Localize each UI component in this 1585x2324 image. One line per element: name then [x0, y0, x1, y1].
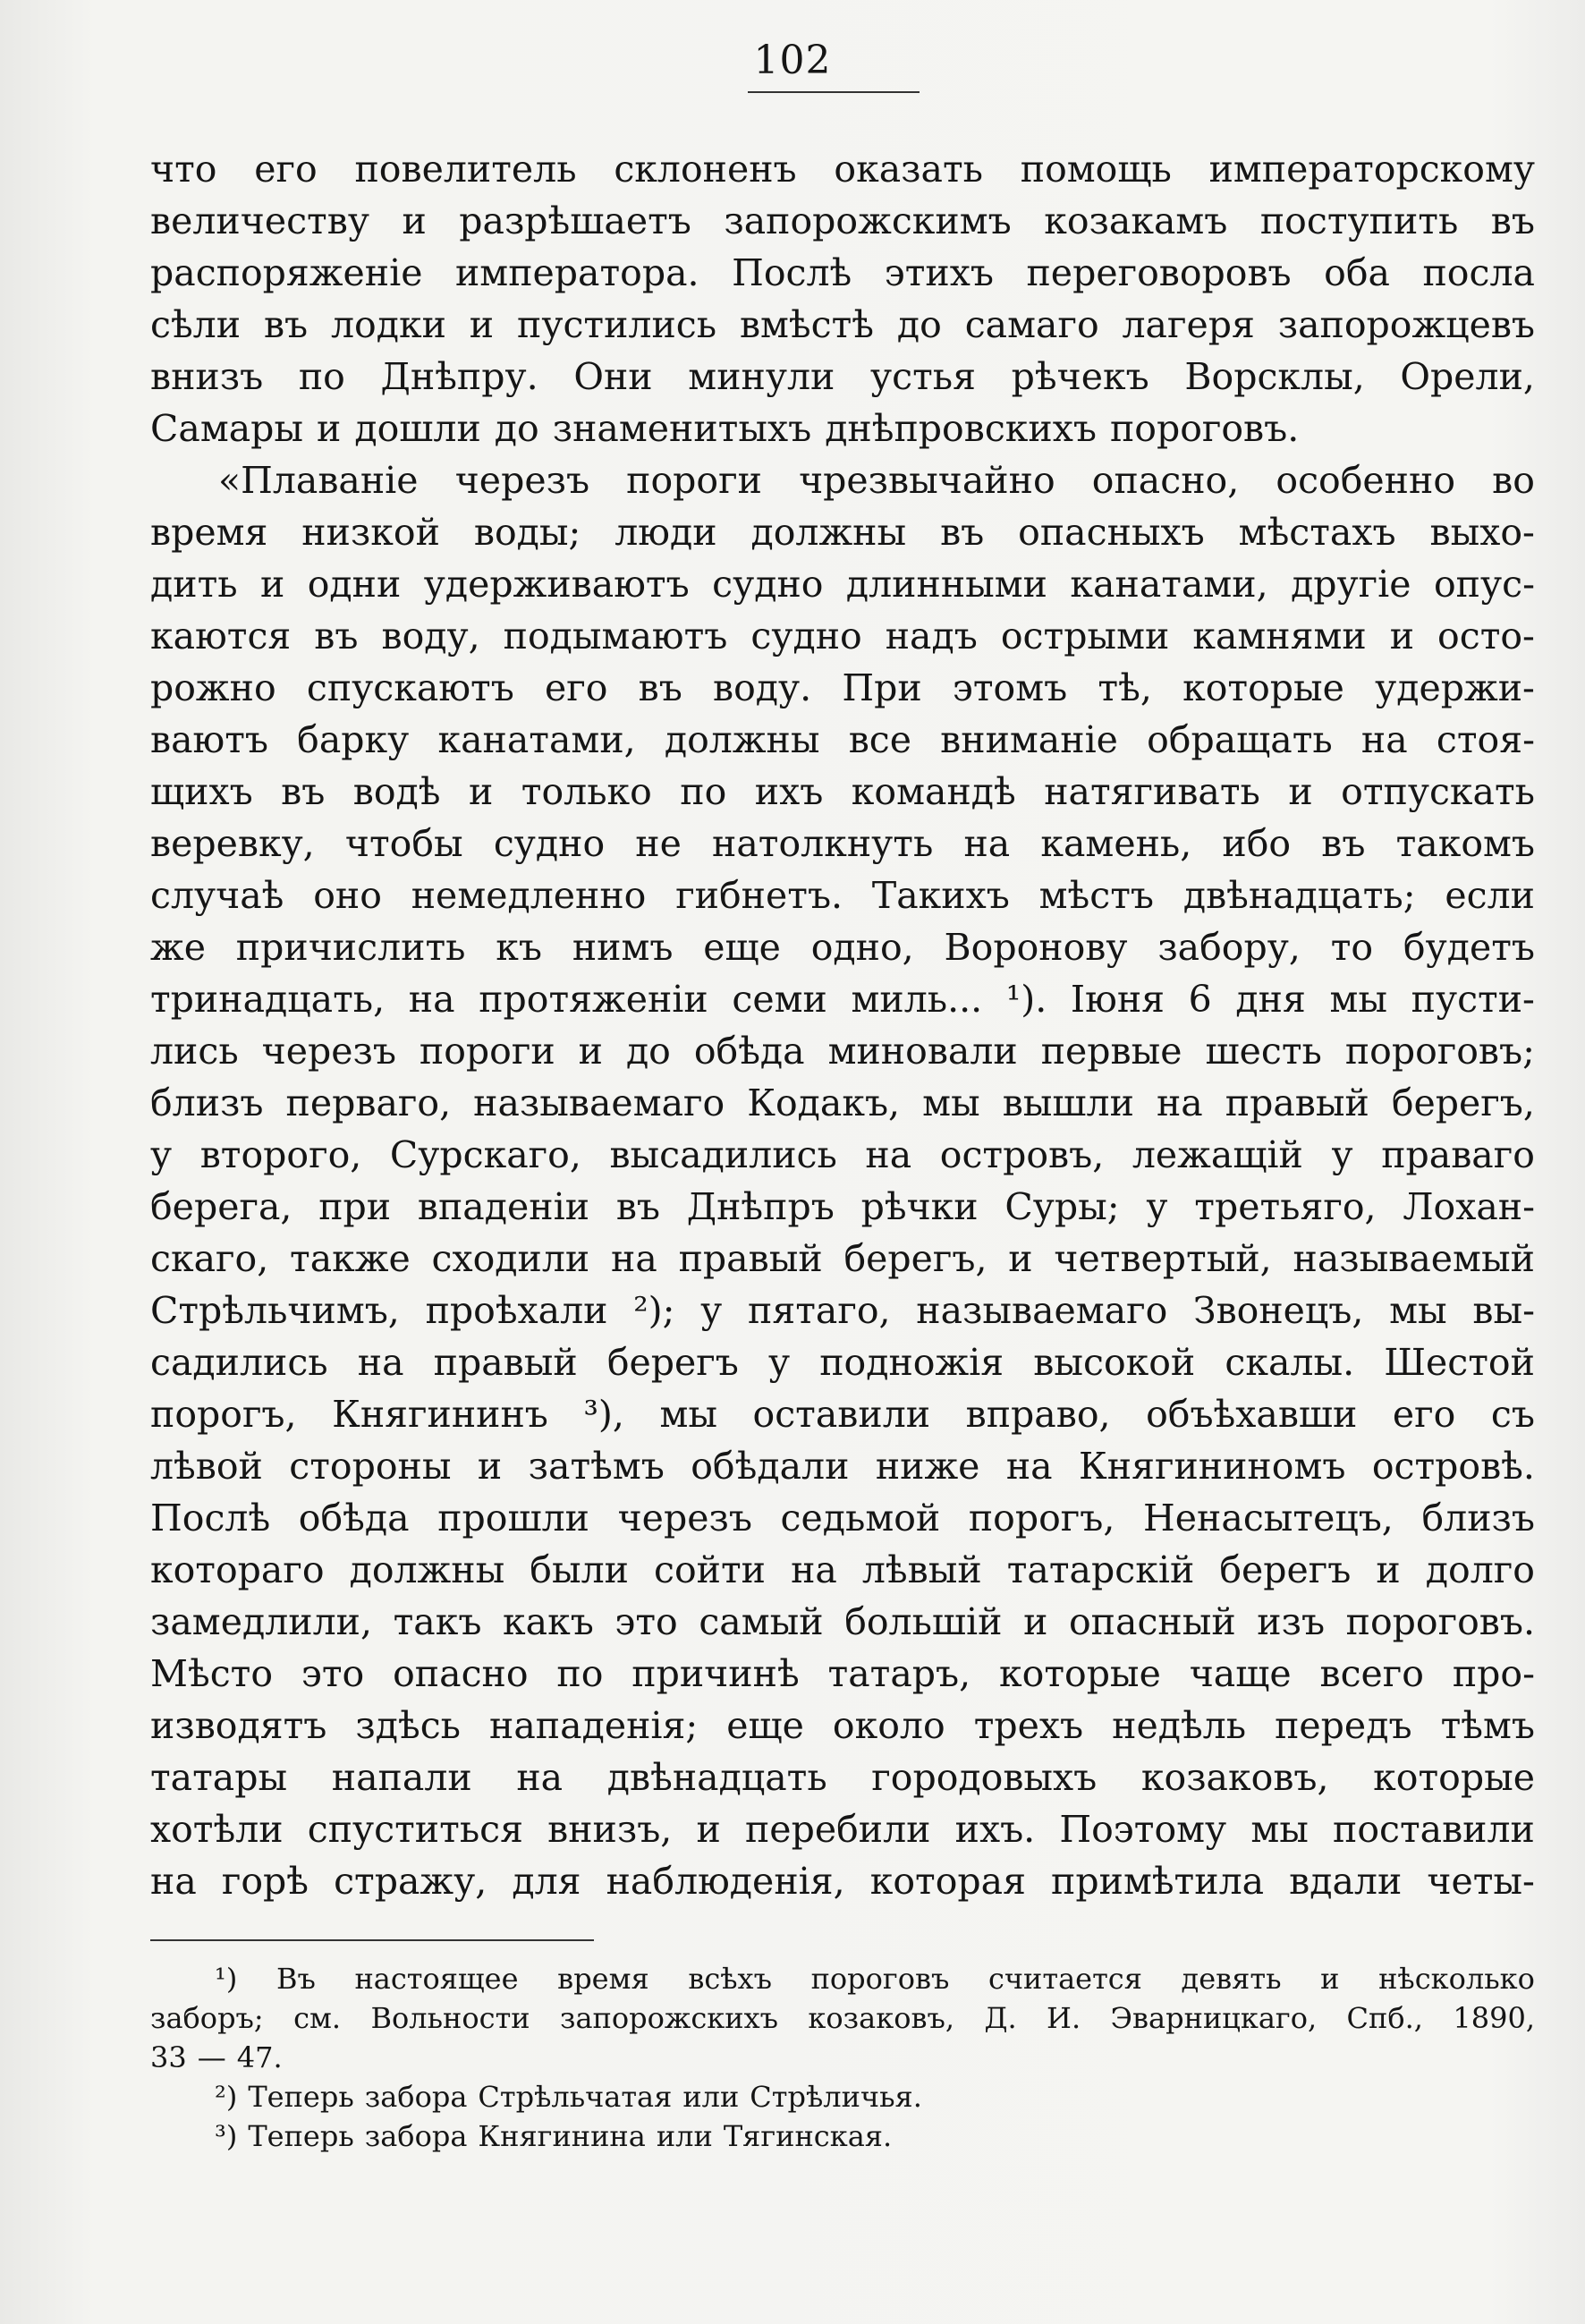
text-line: же причислить къ нимъ еще одно, Воронову забору, то будетъ	[150, 926, 1535, 969]
text-line: скаго, также сходили на правый берегъ, и четвертый, называемый	[150, 1237, 1535, 1280]
text-line: татары напали на двѣнадцать городовыхъ козаковъ, которые	[150, 1756, 1535, 1799]
text-line: щихъ въ водѣ и только по ихъ командѣ натягивать и отпускать	[150, 770, 1535, 813]
text-line: тринадцать, на протяженіи семи миль... ¹). Іюня 6 дня мы пусти-	[150, 978, 1535, 1021]
text-line: берега, при впаденіи въ Днѣпръ рѣчки Суры; у третьяго, Лохан-	[150, 1185, 1535, 1228]
text-line: ваютъ барку канатами, должны все вниманіе обращать на стоя-	[150, 718, 1535, 761]
text-line: близъ перваго, называемаго Кодакъ, мы вышли на правый берегъ,	[150, 1081, 1535, 1124]
text-line: Послѣ обѣда прошли черезъ седьмой порогъ, Ненасытецъ, близъ	[150, 1497, 1535, 1539]
text-line: на горѣ стражу, для наблюденія, которая примѣтила вдали четы-	[150, 1860, 1535, 1903]
text-line: котораго должны были сойти на лѣвый татарскій берегъ и долго	[150, 1548, 1535, 1591]
text-line: сѣли въ лодки и пустились вмѣстѣ до самаго лагеря запорожцевъ	[150, 303, 1535, 346]
footnote-line: ¹) Въ настоящее время всѣхъ пороговъ считается девять и нѣсколько	[215, 1962, 1535, 1996]
text-line: лись черезъ пороги и до обѣда миновали первые шесть пороговъ;	[150, 1030, 1535, 1073]
text-line: хотѣли спуститься внизъ, и перебили ихъ. Поэтому мы поставили	[150, 1808, 1535, 1851]
footnotes	[150, 1959, 1535, 2156]
text-line: «Плаваніе черезъ пороги чрезвычайно опасно, особенно во	[218, 459, 1535, 502]
text-line: Мѣсто это опасно по причинѣ татаръ, которые чаще всего про-	[150, 1652, 1535, 1695]
text-line: дить и одни удерживаютъ судно длинными канатами, другіе опус-	[150, 563, 1535, 606]
footnote-rule	[150, 1939, 594, 1941]
text-line: каются въ воду, подымаютъ судно надъ острыми камнями и осто-	[150, 615, 1535, 657]
text-line: веревку, чтобы судно не натолкнуть на камень, ибо въ такомъ	[150, 822, 1535, 865]
text-line: садились на правый берегъ у подножія высокой скалы. Шестой	[150, 1341, 1535, 1384]
text-line: величеству и разрѣшаетъ запорожскимъ козакамъ поступить въ	[150, 199, 1535, 242]
text-line: изводятъ здѣсь нападенія; еще около трехъ недѣль передъ тѣмъ	[150, 1704, 1535, 1747]
page-number: 102	[753, 38, 832, 83]
body-text	[150, 143, 1535, 1907]
text-line: внизъ по Днѣпру. Они минули устья рѣчекъ Ворсклы, Орели,	[150, 355, 1535, 398]
text-line: у второго, Сурскаго, высадились на островъ, лежащій у праваго	[150, 1133, 1535, 1176]
text-line: замедлили, такъ какъ это самый большій и опасный изъ пороговъ.	[150, 1600, 1535, 1643]
text-line: порогъ, Княгининъ ³), мы оставили вправо, объѣхавши его съ	[150, 1393, 1535, 1436]
text-line: случаѣ оно немедленно гибнетъ. Такихъ мѣстъ двѣнадцать; если	[150, 874, 1535, 917]
text-line: лѣвой стороны и затѣмъ обѣдали ниже на Княгининомъ островѣ.	[150, 1445, 1535, 1488]
text-line: Стрѣльчимъ, проѣхали ²); у пятаго, называемаго Звонецъ, мы вы-	[150, 1289, 1535, 1332]
text-line: Самары и дошли до знаменитыхъ днѣпровскихъ пороговъ.	[150, 407, 1300, 450]
text-line: время низкой воды; люди должны въ опасныхъ мѣстахъ выхо-	[150, 511, 1535, 554]
footnote-line: ³) Теперь забора Княгинина или Тягинская.	[215, 2119, 893, 2153]
header-rule	[748, 91, 920, 93]
footnote-line: 33 — 47.	[150, 2040, 283, 2074]
footnote-line: заборъ; см. Вольности запорожскихъ козаковъ, Д. И. Эварницкаго, Спб., 1890,	[150, 2001, 1535, 2035]
text-line: распоряженіе императора. Послѣ этихъ переговоровъ оба посла	[150, 251, 1535, 294]
text-line: рожно спускаютъ его въ воду. При этомъ тѣ, которые удержи-	[150, 666, 1535, 709]
footnote-line: ²) Теперь забора Стрѣльчатая или Стрѣличья.	[215, 2080, 922, 2114]
text-line: что его повелитель склоненъ оказать помощь императорскому	[150, 148, 1535, 191]
